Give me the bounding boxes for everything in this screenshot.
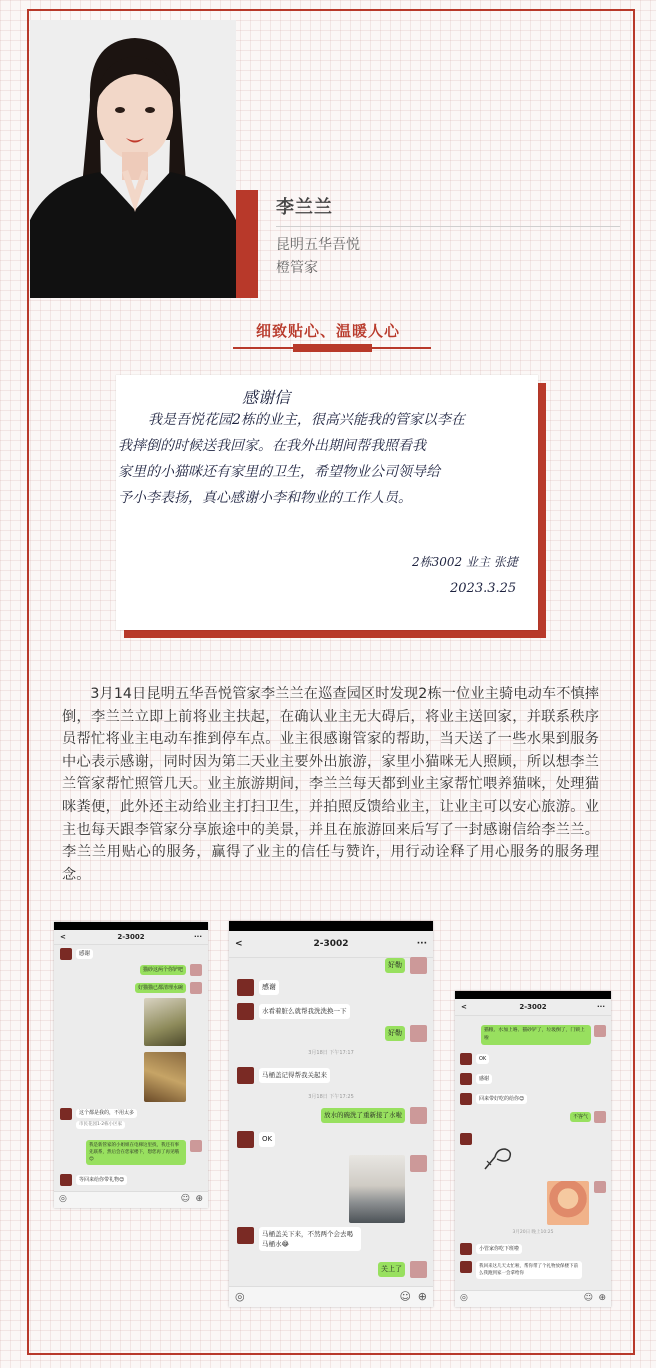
profile-org: 昆明五华吾悦	[276, 237, 360, 253]
message-bubble: 猫砂这两个你铲吧	[140, 965, 186, 975]
avatar	[237, 1003, 254, 1020]
avatar	[410, 957, 427, 974]
message-bubble: OK	[259, 1132, 275, 1147]
avatar	[460, 1243, 472, 1255]
avatar	[190, 1140, 202, 1152]
chat-header	[54, 930, 208, 945]
plus-icon[interactable]: ⊕	[598, 1293, 606, 1303]
emoji-icon[interactable]: ☺	[399, 1290, 411, 1303]
avatar	[410, 1155, 427, 1172]
message-bubble: 好勒	[385, 1026, 405, 1041]
chat-title: 2-3002	[519, 1003, 547, 1011]
message-bubble: 关上了	[378, 1262, 405, 1277]
more-icon[interactable]: ···	[597, 1003, 605, 1011]
message-bubble: 我是新管家的小姐姐在电梯这里找，我还有事先联系，然后会在您家楼下，想您再了再见哦😊	[86, 1140, 186, 1165]
avatar	[410, 1025, 427, 1042]
message-bubble: 回来带好吃的给你😊	[476, 1094, 527, 1104]
more-icon[interactable]: ···	[194, 933, 202, 941]
avatar	[237, 1227, 254, 1244]
avatar	[460, 1133, 472, 1145]
profile-role: 橙管家	[276, 260, 318, 276]
chat-input-bar	[229, 1286, 433, 1307]
message-bubble: 好猫猫已都清理水碗	[135, 983, 186, 993]
avatar	[460, 1093, 472, 1105]
chat-header	[455, 999, 611, 1016]
profile-name: 李兰兰	[276, 197, 333, 218]
emoji-icon[interactable]: ☺	[583, 1293, 593, 1303]
avatar	[190, 964, 202, 976]
avatar	[60, 1108, 72, 1120]
status-bar	[455, 991, 611, 999]
portrait-image	[30, 20, 236, 298]
message-bubble: 感谢	[259, 980, 279, 995]
message-bubble: 水看着脏么就帮我洗洗换一下	[259, 1004, 350, 1019]
chat-header	[229, 931, 433, 958]
message-bubble: 猫粮、水加上咯、猫砂铲了，垃圾倒了，门锁上啦	[481, 1025, 591, 1045]
back-icon[interactable]: <	[235, 939, 243, 949]
avatar	[594, 1181, 606, 1193]
letter-date: 2023.3.25	[450, 581, 517, 596]
avatar	[60, 948, 72, 960]
more-icon[interactable]: ···	[416, 939, 427, 949]
photo-message	[547, 1181, 589, 1225]
message-bubble: 我回来这几天太忙啦，帮你带了个礼物放保楼下前么我跑到家一会拿给你	[476, 1261, 582, 1279]
message-bubble: 小管家你吃下班啦	[476, 1244, 522, 1254]
back-icon[interactable]: <	[461, 1003, 467, 1011]
voice-icon[interactable]: ◎	[460, 1293, 468, 1303]
photo-message	[349, 1155, 405, 1223]
letter-line: 我是吾悦花园2栋的业主，很高兴能我的管家以李在	[148, 412, 465, 428]
chat-input-bar	[455, 1290, 611, 1307]
chat-title: 2-3002	[117, 933, 145, 941]
message-bubble: 放水的碗洗了重新接了水啦	[321, 1108, 405, 1123]
thank-you-letter	[116, 375, 538, 630]
letter-salutation: 感谢信	[242, 388, 291, 407]
timestamp: 3月18日 下午17:17	[308, 1050, 354, 1056]
timestamp: 3月20日 晚上10:25	[512, 1230, 554, 1235]
chat-input-bar	[54, 1191, 208, 1208]
emoji-icon[interactable]: ☺	[180, 1194, 190, 1204]
chat-title: 2-3002	[313, 939, 349, 949]
chat-screenshot-2	[229, 921, 433, 1307]
letter-line: 家里的小猫咪还有家里的卫生，希望物业公司领导给	[118, 464, 440, 480]
message-bubble: 等回来给你带礼物😊	[76, 1175, 127, 1185]
message-bubble: 不客气	[570, 1112, 591, 1122]
message-bubble: 好勒	[385, 958, 405, 973]
back-icon[interactable]: <	[60, 933, 66, 941]
chat-screenshot-3	[455, 991, 611, 1307]
chat-screenshot-1	[54, 922, 208, 1208]
message-bubble: OK	[476, 1054, 489, 1064]
avatar	[594, 1111, 606, 1123]
photo-message	[144, 1052, 186, 1102]
plus-icon[interactable]: ⊕	[417, 1290, 427, 1303]
sticker-image	[481, 1143, 515, 1173]
avatar	[237, 1067, 254, 1084]
profile-photo	[30, 20, 236, 298]
message-bubble: 马桶盖关下来，不然两个会去喝马桶水😂	[259, 1227, 361, 1251]
status-bar	[229, 921, 433, 931]
letter-line: 予小李表扬，真心感谢小李和物业的工作人员。	[118, 490, 412, 506]
timestamp: 3月18日 下午17:25	[308, 1094, 354, 1100]
slogan-heading: 细致贴心、温暖人心	[255, 322, 400, 340]
voice-icon[interactable]: ◎	[235, 1290, 245, 1303]
accent-bar	[236, 190, 258, 298]
message-bubble: 马桶盖记得帮我关起来	[259, 1068, 330, 1083]
message-bubble: 市民花园1·2栋小区家	[76, 1121, 125, 1129]
plus-icon[interactable]: ⊕	[195, 1194, 203, 1204]
avatar	[190, 982, 202, 994]
slogan-underline-bar	[293, 344, 372, 352]
avatar	[410, 1261, 427, 1278]
avatar	[60, 1174, 72, 1186]
avatar	[410, 1107, 427, 1124]
avatar	[460, 1073, 472, 1085]
avatar	[237, 979, 254, 996]
letter-signature: 2栋3002 业主 张捷	[412, 555, 518, 569]
message-bubble: 这个都是我的，不用太多	[76, 1109, 137, 1118]
avatar	[237, 1131, 254, 1148]
status-bar	[54, 922, 208, 930]
avatar	[460, 1261, 472, 1273]
message-bubble: 感谢	[476, 1074, 492, 1084]
name-divider	[276, 226, 620, 227]
letter-line: 我摔倒的时候送我回家。在我外出期间帮我照看我	[118, 438, 426, 454]
avatar	[594, 1025, 606, 1037]
avatar	[460, 1053, 472, 1065]
message-bubble: 感谢	[76, 949, 93, 959]
voice-icon[interactable]: ◎	[59, 1194, 67, 1204]
story-paragraph: 3月14日昆明五华吾悦管家李兰兰在巡查园区时发现2栋一位业主骑电动车不慎摔倒，李兰兰立即上前将业主扶起，在确认业主无大碍后，将业主送回家，并联系秩序员帮忙将业主电动车推到停车点。业主很感谢管家的帮助，当天送了一些水果到服务中心表示感谢，同时因为第二天业主要外出旅游，家里小猫咪无人照顾，所以想李兰兰管家帮忙照管几天。业主旅游期间，李兰兰每天都到业主家帮忙喂养猫咪，处理猫咪粪便，此外还主动给业主打扫卫生，并拍照反馈给业主，让业主可以安心旅游。业主也每天跟李管家分享旅途中的美景，并且在旅游回来后写了一封感谢信给李兰兰。李兰兰用贴心的服务，赢得了业主的信任与赞许，用行动诠释了用心服务的服务理念。	[62, 686, 599, 883]
photo-message	[144, 998, 186, 1046]
